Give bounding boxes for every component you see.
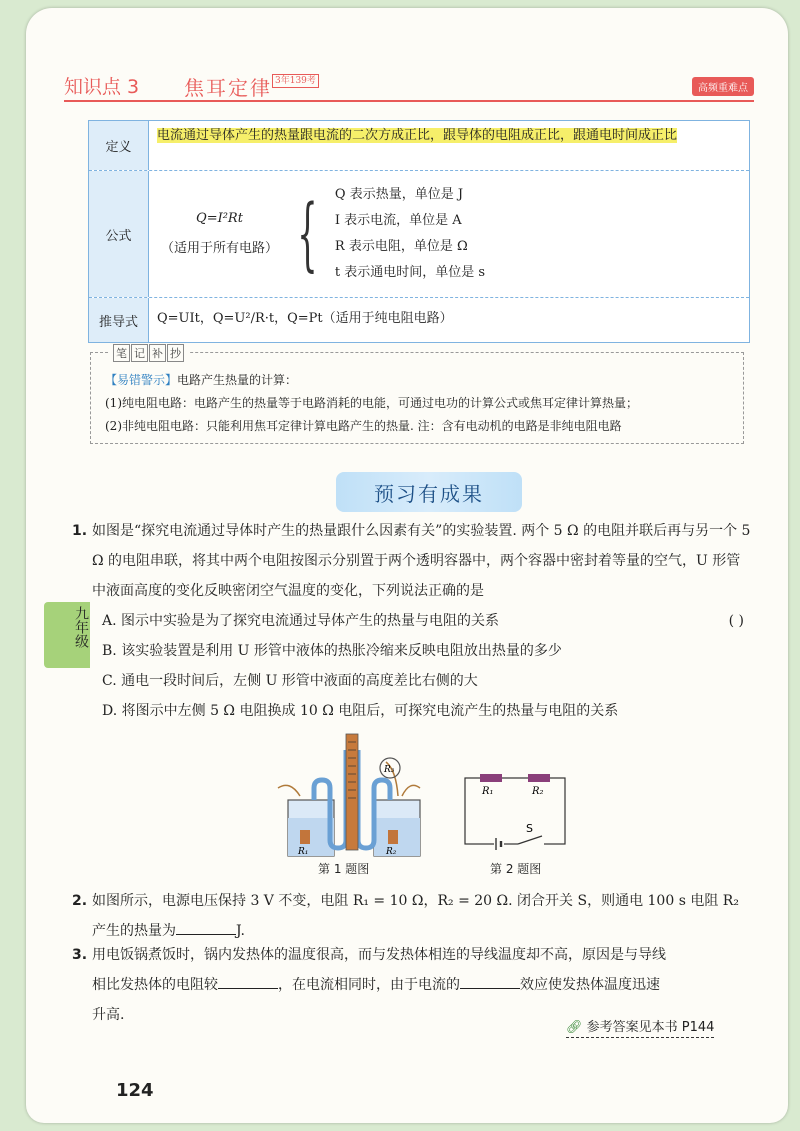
figure-1-r1-label: R₁ xyxy=(298,847,309,857)
section-banner xyxy=(336,472,522,512)
question-3-text-e: 升高. xyxy=(92,1007,125,1023)
question-2-text-c: J. xyxy=(236,923,245,939)
formula-row xyxy=(89,171,749,298)
answer-blank[interactable] xyxy=(218,971,278,989)
question-stem: 如图是“探究电流通过导体时产生的热量跟什么因素有关”的实验装置. 两个 5 Ω 的电阻并联后再与另一个 5 Ω 的电阻串联，将其中两个电阻按图示分别置于两个透明容器中，两个容器中密封着等量的空气，U 形管中液面高度的变化反映密闭空气温度的变化，下列说法正确的是 xyxy=(92,523,751,599)
question-2 xyxy=(72,886,752,946)
answer-blank[interactable] xyxy=(176,917,236,935)
knowledge-point-header xyxy=(64,72,754,102)
knowledge-point-title: 焦耳定律 xyxy=(184,76,272,100)
formula-item: t 表示通电时间，单位是 s xyxy=(334,265,486,280)
question-2-text-a: 如图所示，电源电压保持 3 V 不变，电阻 R₁ = 10 Ω，R₂ = 20 Ω. 闭合开关 S，则通电 100 s 电阻 R₂ xyxy=(92,893,739,909)
figure-1-r2-label: R₂ xyxy=(386,847,397,857)
derived-label: 推导式 xyxy=(89,298,149,342)
question-number: 1. xyxy=(72,523,88,539)
difficulty-badge: 高频重难点 xyxy=(692,77,754,96)
figure-1-apparatus xyxy=(270,730,430,860)
notes-box xyxy=(90,347,744,444)
figure-1-r3-label: R₃ xyxy=(384,765,395,775)
question-3-text-c: ，在电流相同时，由于电流的 xyxy=(278,977,460,993)
figure-2-r1-label: R₁ xyxy=(482,786,494,797)
answer-reference-text: 参考答案见本书 P144 xyxy=(586,1020,715,1035)
figure-1-caption: 第 1 题图 xyxy=(318,862,370,876)
question-2-text-b: 产生的热量为 xyxy=(92,923,176,939)
grade-side-tab xyxy=(44,602,90,668)
figure-2-r2-label: R₂ xyxy=(532,786,544,797)
formula-variable-list xyxy=(335,182,485,286)
warning-label: 【易错警示】 xyxy=(105,373,178,387)
section-title: 预习有成果 xyxy=(374,482,484,506)
knowledge-table xyxy=(88,120,750,343)
answer-parentheses: ( ) xyxy=(728,613,744,629)
question-number: 2. xyxy=(72,893,88,909)
brace-symbol: { xyxy=(297,187,318,280)
warning-title: 电路产生热量的计算： xyxy=(177,373,298,387)
question-number: 3. xyxy=(72,947,88,963)
question-3-text-a: 用电饭锅煮饭时，锅内发热体的温度很高，而与发热体相连的导线温度却不高，原因是与导线 xyxy=(92,947,666,963)
option-b: B. 该实验装置是利用 U 形管中液体的热胀冷缩来反映电阻放出热量的多少 xyxy=(102,643,562,659)
derived-row xyxy=(89,298,749,342)
figure-2-circuit xyxy=(460,770,570,850)
formula-note: （适用于所有电路） xyxy=(160,241,278,256)
formula-item: I 表示电流，单位是 A xyxy=(334,213,462,228)
figure-2-caption: 第 2 题图 xyxy=(490,862,542,876)
option-a: A. 图示中实验是为了探究电流通过导体产生的热量与电阻的关系 xyxy=(102,613,500,629)
page-number: 124 xyxy=(116,1080,154,1101)
definition-row xyxy=(89,121,749,171)
formula-item: R 表示电阻，单位是 Ω xyxy=(334,239,468,254)
definition-text: 电流通过导体产生的热量跟电流的二次方成正比，跟导体的电阻成正比，跟通电时间成正比 xyxy=(157,128,678,143)
question-3-text-b: 相比发热体的电阻较 xyxy=(92,977,218,993)
formula-item: Q 表示热量，单位是 J xyxy=(334,187,464,202)
note-line: (1)纯电阻电路：电路产生的热量等于电路消耗的电能，可通过电功的计算公式或焦耳定律计算热量； xyxy=(105,396,639,410)
grade-text: 九年级 xyxy=(73,606,89,648)
notes-tab: 笔 记 补 抄 xyxy=(109,344,189,362)
exam-frequency-tag: 3年139考 xyxy=(272,74,319,88)
option-d: D. 将图示中左侧 5 Ω 电阻换成 10 Ω 电阻后，可探究电流产生的热量与电阻的关系 xyxy=(102,703,619,719)
answer-reference xyxy=(566,1016,714,1038)
definition-label: 定义 xyxy=(89,121,149,170)
knowledge-point-label: 知识点 3 xyxy=(64,76,140,98)
note-line: (2)非纯电阻电路：只能利用焦耳定律计算电路产生的热量. 注：含有电动机的电路是非纯电阻电路 xyxy=(105,419,622,433)
figure-2-switch-label: S xyxy=(526,822,533,835)
answer-blank[interactable] xyxy=(460,971,520,989)
link-icon: 🔗︎ xyxy=(566,1020,583,1035)
question-3-text-d: 效应使发热体温度迅速 xyxy=(520,977,660,993)
option-c: C. 通电一段时间后，左侧 U 形管中液面的高度差比右侧的大 xyxy=(102,673,478,689)
formula-main: Q=I²Rt xyxy=(196,211,243,226)
formula-label: 公式 xyxy=(89,171,149,297)
header-divider xyxy=(64,100,754,102)
derived-text: Q=UIt，Q=U²/R·t，Q=Pt（适用于纯电阻电路） xyxy=(157,311,453,326)
